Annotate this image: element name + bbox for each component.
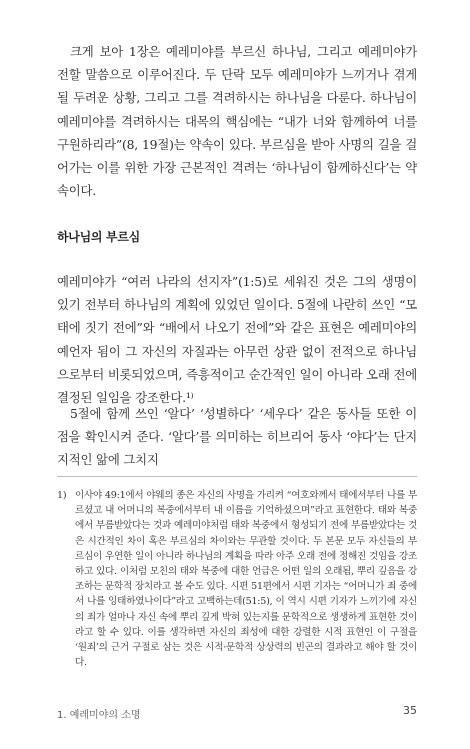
footnote-mark: 1) [57,490,67,501]
footnote-1 [57,488,417,670]
body-paragraph-3: 5절에 함께 쓰인 ‘알다’ ‘성별하다’ ‘세우다’ 같은 동사들 또한 이 점을 확인시켜 준다. ‘알다’를 의미하는 히브리어 동사 ‘야다’는 단지 지적인 앎에 그치지 [57,406,417,468]
body-paragraph-2: 예레미야가 “여러 나라의 선지자”(1:5)로 세워진 것은 그의 생명이 있기 전부터 하나님의 계획에 있었던 일이다. 5절에 나란히 쓰인 “모태에 짓기 전에”와 “배에서 나오기 전에”와 같은 표현은 예레미야의 예언자 됨이 그 자신의 자질과는 아무런 상관 없이 전적으로 하나님으로부터 비롯되었으며, 즉흥적이고 순간적인 일이 아니라 오래 전에 결정된 일임을 강조한다.¹⁾ [57,274,417,406]
page-number: 35 [403,704,417,717]
running-head: 1. 예레미야의 소명 [57,710,141,721]
footnote-divider [57,476,417,477]
footnote-text: 이사야 49:1에서 야웨의 종은 자신의 사명을 가리켜 “여호와께서 태에서부터 나를 부르셨고 내 어머니의 복중에서부터 내 이름을 기억하셨으며”라고 표현한다. 태와 복중에서 부름받았다는 것과 예레미야처럼 태와 복중에서 형성되기 전에 부름받았다는 것은 시간적인 차이 혹은 부르심의 차이와는 무관할 것이다. 두 본문 모두 자신들의 부르심이 우연한 일이 아니라 하나님의 계획을 따라 아주 오래 전에 정해진 것임을 강조하고 있다. 이처럼 모친의 태와 복중에 대한 언급은 어떤 일의 오래됨, 뿌리 깊음을 강조하는 문학적 장치라고 볼 수도 있다. 시편 51편에서 시편 기자는 “어머니가 죄 중에서 나를 잉태하였나이다”라고 고백하는데(51:5), 이 역시 시편 기자가 느끼기에 자신의 죄가 얼마나 자신 속에 뿌리 깊게 박혀 있는지를 문학적으로 생생하게 표현한 것이라고 할 수 있다. 이를 생각하면 자신의 죄성에 대한 강렬한 시적 표현인 이 구절을 ‘원죄’의 근거 구절로 삼는 것은 시적·문학적 상상력의 빈곤의 결과라고 해야 할 것이다. [75,490,417,669]
section-heading: 하나님의 부르심 [57,230,140,244]
body-paragraph-1: 크게 보아 1장은 예레미야를 부르신 하나님, 그리고 예레미야가 전할 말씀으로 이루어진다. 두 단락 모두 예레미야가 느끼거나 겪게 될 두려운 상황, 그리고 그를 격려하시는 하나님을 다룬다. 하나님이 예레미야를 격려하시는 대목의 핵심에는 “내가 너와 함께하여 너를 구원하리라”(8, 19절)는 약속이 있다. 부르심을 받아 사명의 길을 걸어가는 이를 위한 가장 근본적인 격려는 ‘하나님이 함께하신다’는 약속이다. [57,44,417,199]
